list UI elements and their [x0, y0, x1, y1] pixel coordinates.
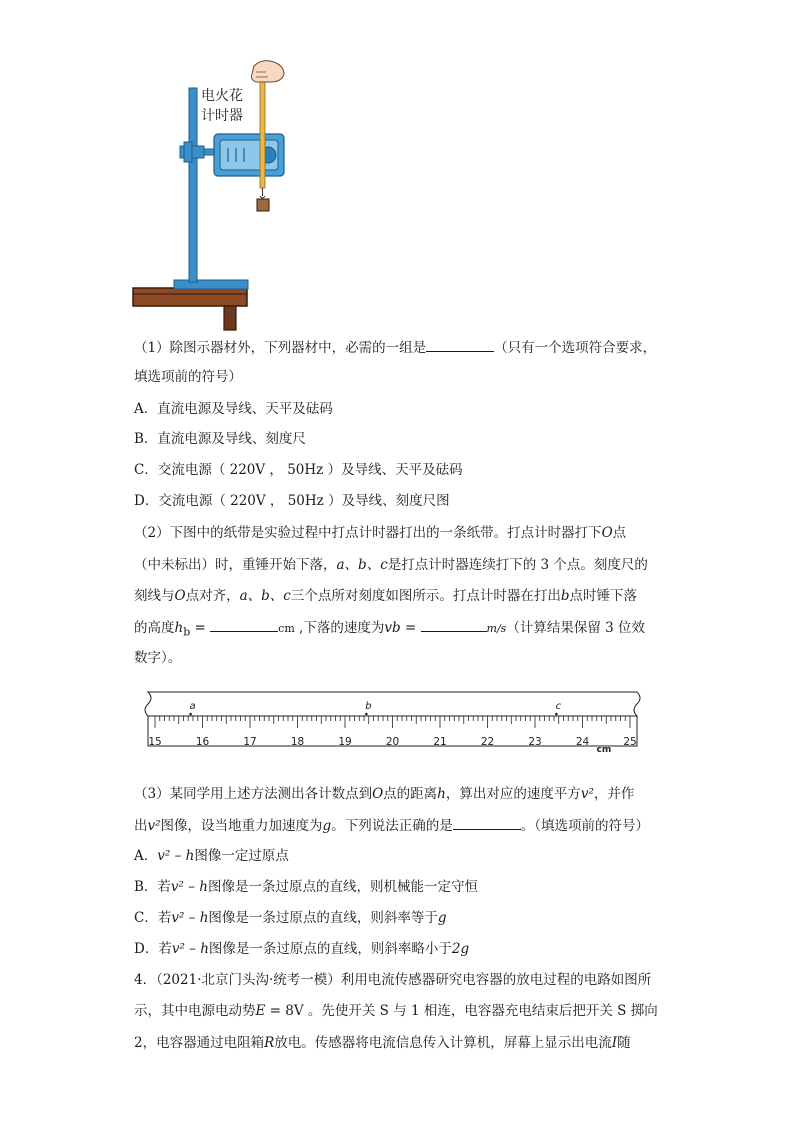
q1-line2: 填选项前的符号）	[134, 369, 242, 385]
table-top	[133, 288, 247, 306]
ruler-tick-label: 23	[528, 736, 542, 748]
tape-point-label-b: b	[365, 701, 372, 712]
timer-label	[201, 86, 243, 126]
ruler-tick-label: 21	[433, 736, 447, 748]
q3-option-d: D．若v² – h图像是一条过原点的直线，则斜率略小于2g	[134, 941, 470, 957]
ruler-tick-label: 15	[148, 736, 162, 748]
stand-pole	[189, 88, 197, 282]
ruler-tick-label: 25	[623, 736, 637, 748]
ruler-tick-label: 19	[338, 736, 352, 748]
q1-answer-blank[interactable]	[426, 337, 494, 352]
q2-line3: 刻线与O点对齐，a、b、c三个点所对刻度如图所示。打点计时器在打出b点时锤下落	[134, 588, 637, 604]
q3-option-a: A．v² – h图像一定过原点	[134, 848, 289, 864]
ruler-tick-label: 18	[290, 736, 305, 748]
q2-line1: （2）下图中的纸带是实验过程中打点计时器打出的一条纸带。打点计时器打下O点	[134, 525, 627, 541]
paper-tape	[145, 692, 640, 716]
weight	[257, 199, 269, 211]
q4-line1: 4．（2021·北京门头沟·统考一模）利用电流传感器研究电容器的放电过程的电路如图所	[134, 972, 652, 988]
q2-line4: 的高度$h_b$ = cm ,下落的速度为vb = m/s（计算结果保留 3 位效	[134, 617, 645, 643]
paper-tape	[260, 78, 265, 188]
ruler-tick-label: 16	[195, 736, 210, 748]
ruler-figure	[140, 686, 645, 758]
q1-option-c: C．交流电源（ 220V ， 50Hz ）及导线、天平及砝码	[134, 462, 463, 478]
q2-height-blank[interactable]	[210, 617, 278, 632]
ruler-tick-label: 24	[575, 736, 590, 748]
q4-line3: 2，电容器通过电阻箱R放电。传感器将电流信息传入计算机，屏幕上显示出电流I随	[134, 1035, 631, 1051]
q1-line1: （1）除图示器材外，下列器材中，必需的一组是 （只有一个选项符合要求，	[134, 337, 656, 358]
q3-option-b: B．若v² – h图像是一条过原点的直线，则机械能一定守恒	[134, 879, 478, 895]
table-leg	[224, 306, 236, 330]
q2-line5: 数字）。	[134, 650, 182, 666]
q2-velocity-blank[interactable]	[421, 617, 487, 632]
tape-point-a	[189, 713, 192, 716]
q1-option-a: A．直流电源及导线、天平及砝码	[134, 401, 333, 417]
timer-label-line2: 计时器	[201, 108, 243, 124]
q3-option-c: C．若v² – h图像是一条过原点的直线，则斜率等于g	[134, 910, 447, 926]
ruler-unit: cm	[596, 745, 612, 755]
q1-option-b: B．直流电源及导线、刻度尺	[134, 431, 306, 447]
stand-base	[174, 280, 248, 289]
q3-answer-blank[interactable]	[453, 815, 521, 830]
hand	[252, 61, 285, 82]
q3-line2: 出v²图像，设当地重力加速度为g。下列说法正确的是 。（填选项前的符号）	[134, 815, 649, 836]
tape-point-label-a: a	[189, 701, 196, 712]
ruler-tick-label: 17	[243, 736, 257, 748]
q4-line2: 示，其中电源电动势E = 8V 。先使开关 S 与 1 相连，电容器充电结束后把开关 S 掷向	[134, 1003, 658, 1019]
ruler-tick-label: 20	[385, 736, 400, 748]
tape-point-label-c: c	[555, 701, 562, 712]
tape-point-c	[555, 713, 558, 716]
q3-line1: （3）某同学用上述方法测出各计数点到O点的距离h，算出对应的速度平方v²，并作	[134, 786, 635, 802]
q2-line2: （中未标出）时，重锤开始下落，a、b、c是打点计时器连续打下的 3 个点。刻度尺的	[134, 557, 648, 573]
tape-point-b	[365, 713, 368, 716]
timer-label-line1: 电火花	[201, 88, 243, 104]
ruler-tick-label: 22	[480, 736, 495, 748]
q1-option-d: D．交流电源（ 220V ， 50Hz ）及导线、刻度尺图	[134, 493, 450, 509]
